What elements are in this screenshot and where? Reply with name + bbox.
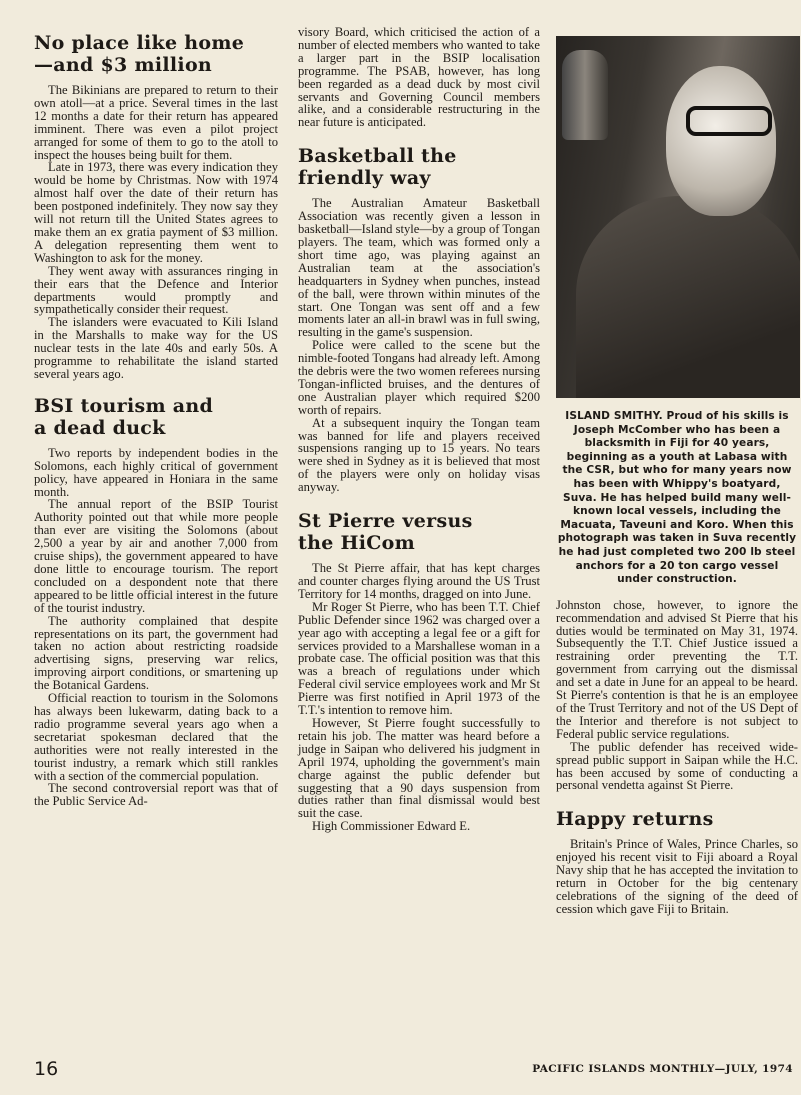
paragraph: Police were called to the scene but the nimble-footed Tongans had already left. Among the debris were the two women referees nursing Tongan-inflicted bruises, and the dentures of one Australian player which required $200 worth of repairs. [298, 338, 540, 417]
paragraph: The islanders were evacuated to Kili Island in the Marshalls to make way for the US nuclear tests in the late 40s and early 50s. A programme to rehabilitate the island started several years ago. [34, 315, 278, 381]
photo-caption: ISLAND SMITHY. Proud of his skills is Joseph McComber who has been a blacksmith in Fiji for 40 years, beginning as a youth at Labasa with the CSR, but who for many years now has been with Whippy's boatyard, Suva. He has helped build many well-known local vessels, including the Macuata, Taveuni and Koro. When this photograph was taken in Suva recently he had just completed two 200 lb steel anchors for a 20 ton cargo vessel under construction. [557, 410, 797, 586]
paragraph: The public defender has received wide-spread public support in Saipan while the H.C. has been accused by some of conducting a personal vendetta against St Pierre. [556, 739, 798, 793]
figure-head-shape [666, 66, 776, 216]
column-2 [298, 26, 540, 833]
paragraph: The second controversial report was that of the Public Service Ad- [34, 781, 278, 809]
figure-body-shape [576, 196, 800, 398]
headline-bsi-tourism: BSI tourism and a dead duck [34, 394, 214, 439]
paragraph: However, St Pierre fought successfully to retain his job. The matter was heard before a judge in Saipan who delivered his judgment in April 1974, upholding the government's main charge against the public defender but suggesting that a 90 days suspension from duties rather than final dismissal would best suit the case. [298, 715, 540, 821]
page-number: 16 [34, 1058, 59, 1080]
paragraph: At a subsequent inquiry the Tongan team was banned for life and players received suspensions ranging up to 15 years. No tears were shed in Sydney as it is believed that most of the players were only on holiday visas anyway. [298, 415, 540, 495]
paragraph: Official reaction to tourism in the Solomons has always been lukewarm, dating back to a radio programme several years ago when a secretariat spokesman declared that the authorities were not really interested in the tourist industry, a remark which still rankles with a section of the commercial population. [34, 691, 278, 783]
paragraph: The St Pierre affair, that has kept charges and counter charges flying around the US Trust Territory for 14 months, dragged on into June. [298, 561, 540, 601]
paragraph: High Commissioner Edward E. [312, 819, 471, 834]
gas-tank-shape [562, 50, 608, 140]
magazine-footer: PACIFIC ISLANDS MONTHLY—JULY, 1974 [532, 1063, 793, 1075]
paragraph: Mr Roger St Pierre, who has been T.T. Chief Public Defender since 1962 was charged over a year ago with accepting a legal fee or a gift for services provided to a Marshallese woman in a probate case. The official position was that this was a breach of regulations under which Federal civil service employees work and Mr St Pierre was first notified in April 1973 of the T.T.'s intention to remove him. [298, 599, 540, 718]
paragraph: The Bikinians are prepared to return to their own atoll—at a price. Several times in the last 12 months a date for their return has appeared imminent. There was even a pilot project arranged for some of them to go to the atoll to inspect the houses being built for them. [34, 83, 278, 162]
paragraph: The annual report of the BSIP Tourist Authority pointed out that while more people than ever are visiting the Solomons (about 2,500 a year by air and another 7,000 from cruise ships), the government appeared to have done little to encourage tourism. The report concluded on a despondent note that there appeared to be little official interest in the future of the tourist industry. [34, 497, 278, 615]
blacksmith-photo [556, 36, 800, 398]
paragraph: visory Board, which criticised the action of a number of elected members who wanted to take a larger part in the BSIP localisation programme. The PSAB, however, has long been regarded as a dead duck by most civil servants and Governing Council members alike, and a considerable restructuring in the near future is anticipated. [298, 25, 540, 130]
headline-basketball: Basketball the friendly way [298, 145, 457, 190]
paragraph: Britain's Prince of Wales, Prince Charles, so enjoyed his recent visit to Fiji aboard a Royal Navy ship that he has accepted the invitation to return in October for the big centenary celebrations of the signing of the deed of cession which gave Fiji to Britain. [556, 837, 798, 916]
paragraph: The authority complained that despite representations on its part, the government had taken no action about restricting roadside advertising signs, preserving war relics, improving airport conditions, or smartening up the Botanical Gardens. [34, 613, 278, 693]
paragraph: Johnston chose, however, to ignore the recommendation and advised St Pierre that his duties would be terminated on May 31, 1974. Subsequently the T.T. Chief Justice issued a restraining order preventing the T.T. government from carrying out the dismissal and set a date in June for an appeal to be heard. St Pierre's contention is that he is an employee of the Trust Territory and not of the US Dept of the Interior and therefore is not subject to Federal public service regulations. [556, 597, 798, 741]
paragraph: They went away with assurances ringing in their ears that the Defence and Interior departments would promptly and sympathetically consider their request. [34, 263, 278, 317]
column-1 [34, 26, 278, 808]
column-3 [556, 26, 798, 916]
paragraph: The Australian Amateur Basketball Association was recently given a lesson in basketball—Island style—by a group of Tongan players. The team, which was formed only a short time ago, was playing against an Australian team at the association's headquarters in Sydney when punches, instead of the ball, were thrown within minutes of the start. One Tongan was sent off and a few moments later an all-in brawl was in full swing, resulting in the game's suspension. [298, 196, 540, 340]
headline-st-pierre: St Pierre versus the HiCom [298, 510, 473, 555]
paragraph: Late in 1973, there was every indication they would be home by Christmas. Now with 1974 almost half over the date of their return has been postponed indefinitely. They now say they will not return till the United States agrees to make them an ex gratia payment of $3 million. A delegation representing them went to Washington to ask for the money. [34, 160, 278, 265]
headline-no-place: No place like home —and $3 million [34, 32, 245, 76]
glasses-shape [686, 106, 772, 136]
paragraph: Two reports by independent bodies in the Solomons, each highly critical of government policy, have appeared in Honiara in the same month. [34, 445, 278, 499]
headline-happy-returns: Happy returns [556, 808, 714, 831]
